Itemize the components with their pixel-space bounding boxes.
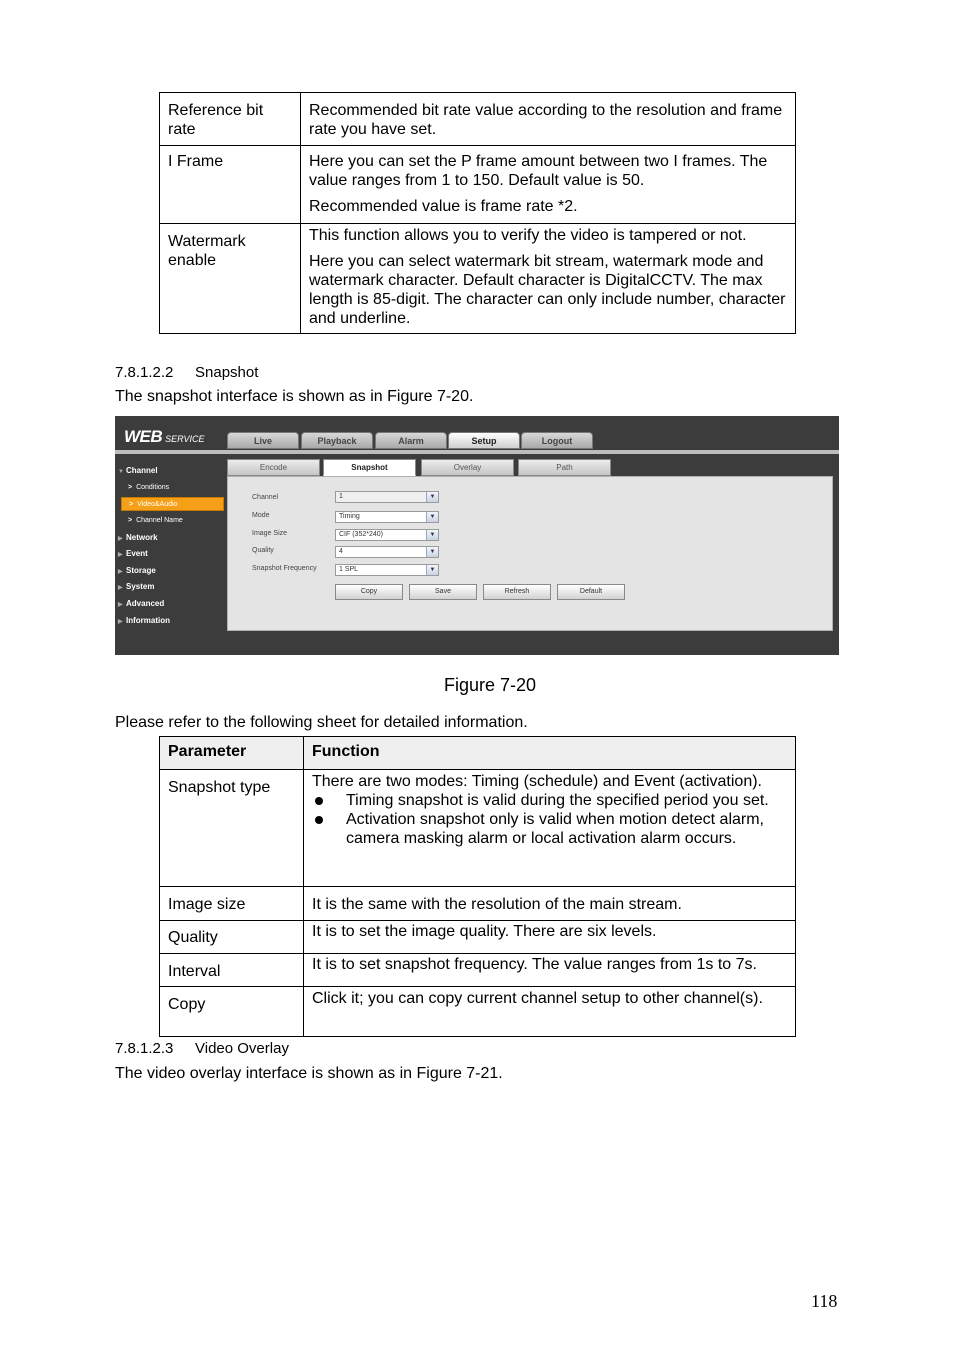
section-number: 7.8.1.2.2 [115, 364, 174, 381]
snapshot-interface-screenshot [115, 416, 839, 655]
bullet-item: Timing snapshot is valid during the specified period you set. [312, 791, 787, 810]
collapse-arrow-icon: ▶ [118, 619, 123, 625]
bullet-item: Activation snapshot only is valid when motion detect alarm, camera masking alarm or local activation alarm occurs. [312, 810, 787, 848]
sidebar-item-label: System [126, 582, 155, 591]
table-row [160, 987, 796, 1037]
collapse-arrow-icon: ▶ [118, 536, 123, 542]
table-row [160, 93, 796, 146]
sidebar-item-label: Advanced [126, 599, 165, 608]
collapse-arrow-icon: ▶ [118, 602, 123, 608]
channel-select[interactable] [335, 491, 439, 503]
sidebar-item-video-audio[interactable] [121, 497, 224, 511]
sidebar-item-label: Information [126, 616, 170, 625]
save-button[interactable]: Save [409, 584, 477, 600]
default-button[interactable]: Default [557, 584, 625, 600]
tab-path[interactable]: Path [518, 459, 611, 476]
desc-cell [301, 146, 796, 224]
tab-logout[interactable]: Logout [521, 432, 593, 449]
refresh-button[interactable]: Refresh [483, 584, 551, 600]
desc-cell [301, 224, 796, 334]
field-label-quality: Quality [252, 547, 274, 554]
field-label-channel: Channel [252, 494, 279, 501]
table-row [160, 146, 796, 224]
field-label-mode: Mode [252, 512, 270, 519]
select-value: CIF (352*240) [339, 531, 383, 538]
column-header-parameter: Parameter [160, 737, 304, 770]
select-value: 1 SPL [339, 566, 359, 573]
tab-snapshot[interactable]: Snapshot [323, 459, 416, 476]
sidebar-item-information[interactable] [118, 614, 170, 628]
sidebar-item-label: Channel Name [136, 517, 183, 524]
copy-button[interactable]: Copy [335, 584, 403, 600]
dropdown-arrow-icon: ▼ [426, 565, 438, 575]
sidebar-item-network[interactable] [118, 531, 158, 545]
section-title: Video Overlay [195, 1040, 289, 1057]
table-snapshot-params [159, 736, 796, 1037]
chevron-right-icon: > [128, 484, 133, 491]
desc-cell: Click it; you can copy current channel setup to other channel(s). [304, 987, 796, 1037]
sidebar-item-channel[interactable] [118, 464, 158, 478]
dropdown-arrow-icon: ▼ [426, 492, 438, 502]
desc-text: Here you can set the P frame amount between two I frames. The value ranges from 1 to 150. Default value is 50. [309, 153, 768, 189]
sidebar-item-label: Channel [126, 466, 158, 475]
dropdown-arrow-icon: ▼ [426, 512, 438, 522]
section-intro: The video overlay interface is shown as in Figure 7-21. [115, 1065, 503, 1082]
param-cell: Quality [160, 921, 304, 954]
chevron-right-icon: > [129, 501, 134, 508]
select-value: 4 [339, 548, 343, 555]
table-header-row [160, 737, 796, 770]
expand-arrow-icon: ▼ [118, 469, 124, 475]
sidebar-item-storage[interactable] [118, 564, 156, 578]
table-encode-params [159, 92, 796, 334]
desc-text: There are two modes: Timing (schedule) and Event (activation). [312, 773, 762, 790]
tab-encode[interactable]: Encode [227, 459, 320, 476]
desc-cell: It is the same with the resolution of the main stream. [304, 887, 796, 921]
table-row [160, 224, 796, 334]
sidebar-item-advanced[interactable] [118, 597, 164, 611]
collapse-arrow-icon: ▶ [118, 585, 123, 591]
sidebar-item-label: Network [126, 533, 158, 542]
sidebar-item-system[interactable] [118, 580, 154, 594]
snapshot-frequency-select[interactable] [335, 564, 439, 576]
desc-text: This function allows you to verify the video is tampered or not. [309, 227, 747, 244]
collapse-arrow-icon: ▶ [118, 569, 123, 575]
sidebar-item-label: Video&Audio [137, 501, 178, 508]
field-label-image-size: Image Size [252, 530, 288, 537]
tab-overlay[interactable]: Overlay [421, 459, 514, 476]
section-number: 7.8.1.2.3 [115, 1040, 174, 1057]
table-row [160, 770, 796, 887]
mode-select[interactable] [335, 511, 439, 523]
tab-bar-divider [115, 450, 839, 454]
sidebar-item-conditions[interactable] [128, 481, 169, 495]
figure-caption: Figure 7-20 [444, 675, 537, 695]
quality-select[interactable] [335, 546, 439, 558]
sidebar-item-label: Conditions [136, 484, 170, 491]
select-value: Timing [339, 513, 360, 520]
sidebar-item-event[interactable] [118, 547, 148, 561]
page-number: 118 [811, 1291, 838, 1311]
param-cell: Copy [160, 987, 304, 1037]
chevron-right-icon: > [128, 517, 133, 524]
param-cell: I Frame [160, 146, 301, 224]
desc-text: Here you can select watermark bit stream, watermark mode and watermark character. Default character is DigitalCCTV. The max length is 85-digit. The character can only include number, character and underline. [309, 253, 786, 327]
param-cell: Watermark enable [160, 224, 301, 334]
snapshot-settings-panel [227, 476, 833, 631]
web-service-logo [124, 427, 205, 447]
sidebar-item-channel-name[interactable] [128, 514, 183, 528]
tab-alarm[interactable]: Alarm [375, 432, 447, 449]
tab-setup[interactable]: Setup [448, 432, 520, 449]
section-intro: The snapshot interface is shown as in Figure 7-20. [115, 388, 474, 405]
tab-playback[interactable]: Playback [301, 432, 373, 449]
section-heading-video-overlay [115, 1040, 289, 1057]
desc-cell: It is to set the image quality. There are six levels. [304, 921, 796, 954]
dropdown-arrow-icon: ▼ [426, 547, 438, 557]
sidebar-item-label: Storage [126, 566, 156, 575]
collapse-arrow-icon: ▶ [118, 552, 123, 558]
image-size-select[interactable] [335, 529, 439, 541]
param-cell: Reference bit rate [160, 93, 301, 146]
param-cell: Snapshot type [160, 770, 304, 887]
desc-text: Recommended value is frame rate *2. [309, 198, 578, 215]
table-row [160, 887, 796, 921]
refer-text: Please refer to the following sheet for detailed information. [115, 714, 528, 731]
logo-main: WEB [124, 427, 163, 446]
section-title: Snapshot [195, 364, 259, 381]
dropdown-arrow-icon: ▼ [426, 530, 438, 540]
tab-live[interactable]: Live [227, 432, 299, 449]
desc-cell: It is to set snapshot frequency. The value ranges from 1s to 7s. [304, 954, 796, 987]
table-row [160, 954, 796, 987]
table-row [160, 921, 796, 954]
section-heading-snapshot [115, 364, 258, 381]
field-label-snapshot-frequency: Snapshot Frequency [252, 565, 317, 572]
logo-sub: SERVICE [165, 434, 205, 444]
desc-cell [301, 93, 796, 146]
param-cell: Interval [160, 954, 304, 987]
desc-cell [304, 770, 796, 887]
column-header-function: Function [304, 737, 796, 770]
select-value: 1 [339, 493, 343, 500]
sidebar-item-label: Event [126, 549, 148, 558]
param-cell: Image size [160, 887, 304, 921]
desc-text: Recommended bit rate value according to the resolution and frame rate you have set. [309, 102, 783, 138]
